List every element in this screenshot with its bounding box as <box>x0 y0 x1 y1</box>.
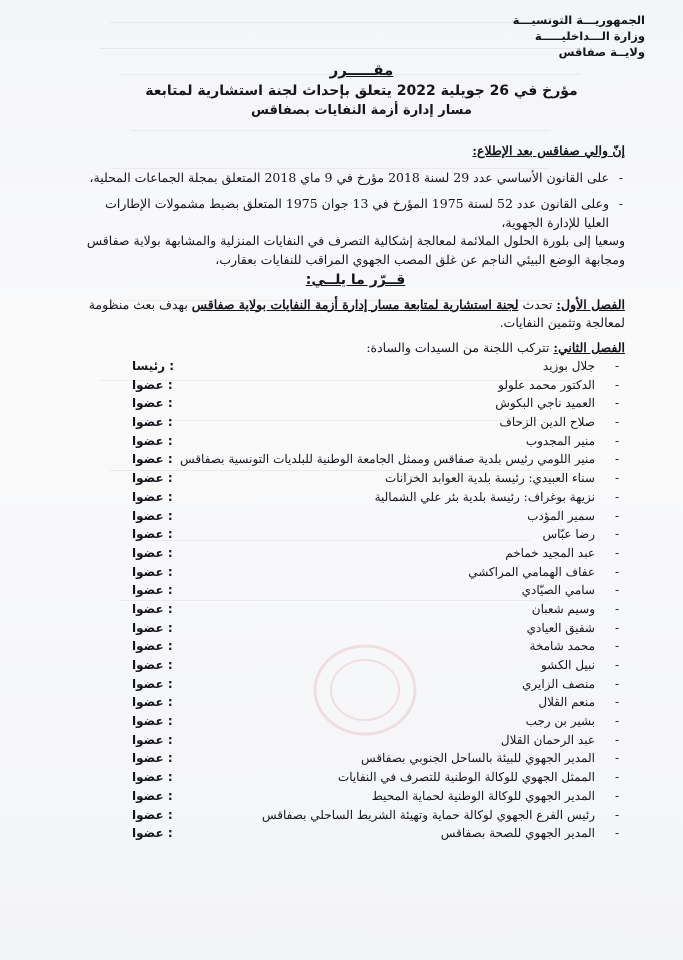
member-name: محمد شامخة <box>529 639 595 654</box>
member-row <box>86 413 625 432</box>
member-name: رضا عبّاس <box>542 527 595 542</box>
member-role: : عضوا <box>132 583 173 598</box>
member-role: : عضوا <box>132 415 173 430</box>
member-role: : رئيسا <box>132 359 175 373</box>
member-row <box>86 507 625 526</box>
member-row <box>86 675 625 694</box>
document-body <box>86 142 625 843</box>
member-name: شفيق العيادي <box>526 620 595 635</box>
member-row <box>86 712 625 731</box>
preamble-intro: إنّ والي صفاقس بعد الإطلاع: <box>472 143 625 158</box>
member-name: منير اللومي رئيس بلدية صفاقس وممثل الجامعة الوطنية للبلديات التونسية بصفاقس <box>180 452 595 467</box>
member-role: : عضوا <box>132 508 173 523</box>
decree-subject-line: مسار إدارة أزمة النفايات بصفاقس <box>251 103 472 118</box>
member-role: : عضوا <box>132 658 173 672</box>
member-role: : عضوا <box>132 396 173 411</box>
article-1-label: الفصل الأول: <box>556 296 625 312</box>
member-name: نزيهة بوغراف: رئيسة بلدية بئر علي الشمالية <box>374 489 595 504</box>
member-row <box>86 581 625 600</box>
member-row <box>86 806 625 825</box>
member-name: المدير الجهوي للوكالة الوطنية لحماية المحيط <box>371 788 595 803</box>
article-2-text: تتركب اللجنة من السيدات والسادة: <box>366 339 550 355</box>
member-role: : عضوا <box>132 377 173 392</box>
member-role: : عضوا <box>132 826 173 841</box>
member-row <box>86 563 625 582</box>
article-2-label: الفصل الثاني: <box>553 339 625 355</box>
member-row <box>86 450 625 469</box>
member-name: منير المجدوب <box>525 433 595 448</box>
member-name: سمير المؤدب <box>527 508 595 523</box>
preamble-law-2: - وعلى القانون عدد 52 لسنة 1975 المؤرخ في 13 جوان 1975 المتعلق بضبط مشمولات الإطارات العليا للإدارة الجهوية، <box>86 195 625 232</box>
member-row <box>86 357 625 376</box>
governorate-name: ولايــة صفاقس <box>558 45 645 59</box>
member-role: : عضوا <box>132 770 173 785</box>
member-name: منعم القلال <box>538 695 595 710</box>
member-name: العميد ناجي البكوش <box>495 396 595 411</box>
member-row <box>86 787 625 806</box>
member-row <box>86 749 625 768</box>
member-name: صلاح الدين الزحاف <box>499 415 595 430</box>
member-name: رئيس الفرع الجهوي لوكالة حماية وتهيئة الشريط الساحلي بصفاقس <box>261 807 595 822</box>
preamble-reason: وسعيا إلى بلورة الحلول الملائمة لمعالجة إشكالية التصرف في النفايات المنزلية والمشابهة بولاية صفاقس ومجابهة الوضع البيئي الناجم عن غلق المصب الجهوي المراقب للنفايات بعقارب، <box>86 233 625 267</box>
decree-heading: مقـــــرر <box>329 61 394 79</box>
member-row <box>86 619 625 638</box>
member-name: المدير الجهوي للصحة بصفاقس <box>440 826 595 841</box>
article-2 <box>86 339 625 358</box>
member-role: : عضوا <box>132 788 173 803</box>
decree-date-line: مؤرخ في 26 جويلية 2022 يتعلق بإحداث لجنة استشارية لمتابعة <box>145 83 578 99</box>
member-role: : عضوا <box>132 732 173 747</box>
member-row <box>86 525 625 544</box>
member-row <box>86 637 625 656</box>
member-role: : عضوا <box>132 620 173 635</box>
member-name: عبد الرحمان القلال <box>500 732 595 747</box>
document-title <box>100 60 623 120</box>
member-row <box>86 394 625 413</box>
member-name: عبد المجيد خماخم <box>505 545 595 560</box>
decision-heading: قــرّر ما يلــي: <box>305 272 406 288</box>
member-row <box>86 693 625 712</box>
member-role: : عضوا <box>132 676 173 691</box>
member-name: الدكتور محمد علولو <box>498 377 595 392</box>
member-role: : عضوا <box>132 545 173 560</box>
member-row <box>86 488 625 507</box>
member-role: : عضوا <box>132 601 173 616</box>
members-list <box>86 357 625 843</box>
member-row <box>86 544 625 563</box>
article-1-text-pre: تحدث <box>522 296 553 312</box>
article-1-text-post: بهدف بعث منظومة لمعالجة وتثمين النفايات. <box>88 296 625 330</box>
member-row <box>86 731 625 750</box>
member-name: وسيم شعبان <box>531 601 595 616</box>
member-name: المدير الجهوي للبيئة بالساحل الجنوبي بصفاقس <box>361 751 595 766</box>
member-name: منصف الزايري <box>522 676 595 691</box>
member-row <box>86 432 625 451</box>
member-row <box>86 600 625 619</box>
preamble-law-1: - على القانون الأساسي عدد 29 لسنة 2018 مؤرخ في 9 ماي 2018 المتعلق بمجلة الجماعات المحلية، <box>86 169 625 188</box>
member-role: : عضوا <box>132 751 173 766</box>
member-name: سامي الصيّادي <box>521 583 595 598</box>
member-role: : عضوا <box>132 714 173 729</box>
article-1 <box>86 296 625 333</box>
member-name: نبيل الكشو <box>540 658 595 672</box>
ministry-name: وزارة الـــداخليـــــة <box>534 29 645 43</box>
member-name: سناء العبيدي: رئيسة بلدية العوابد الخزانات <box>384 471 595 486</box>
member-role: : عضوا <box>132 639 173 654</box>
member-row <box>86 824 625 843</box>
member-row <box>86 376 625 395</box>
member-role: : عضوا <box>132 807 173 822</box>
republic-name: الجمهوريـــة التونسيـــة <box>512 13 645 27</box>
member-role: : عضوا <box>132 452 173 467</box>
member-role: : عضوا <box>132 433 173 448</box>
member-role: : عضوا <box>132 489 173 504</box>
member-name: جلال بوزيد <box>542 359 595 373</box>
member-role: : عضوا <box>132 564 173 579</box>
member-row <box>86 656 625 675</box>
administration-header <box>445 12 645 60</box>
member-role: : عضوا <box>132 695 173 710</box>
member-row <box>86 469 625 488</box>
member-role: : عضوا <box>132 471 173 486</box>
member-row <box>86 768 625 787</box>
member-name: بشير بن رجب <box>525 714 595 729</box>
member-name: الممثل الجهوي للوكالة الوطنية للتصرف في النفايات <box>337 770 595 785</box>
member-name: عفاف الهمامي المراكشي <box>468 564 595 579</box>
member-role: : عضوا <box>132 527 173 542</box>
article-1-committee: لجنة استشارية لمتابعة مسار إدارة أزمة النفايات بولاية صفاقس <box>191 296 519 312</box>
